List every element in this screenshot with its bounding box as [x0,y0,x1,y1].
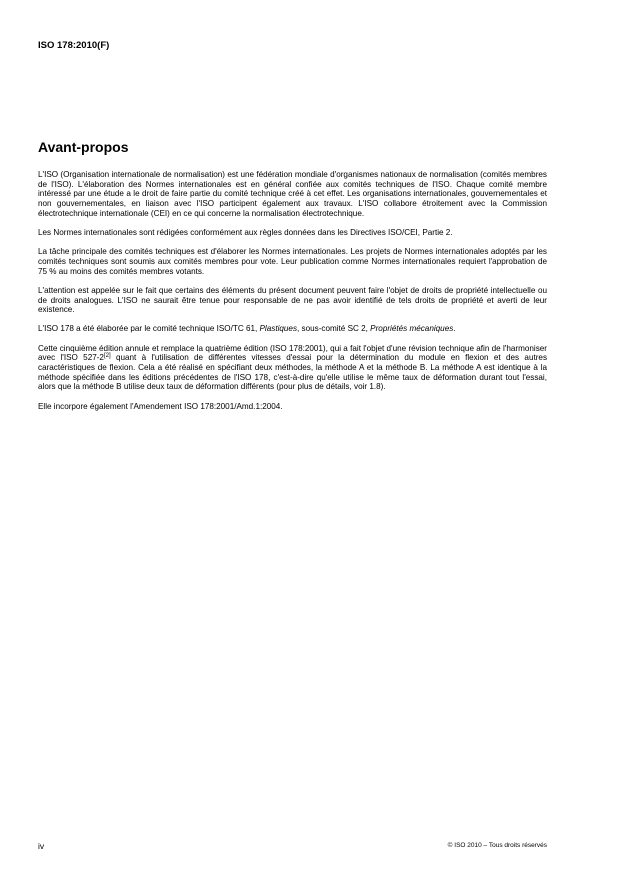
paragraph-2: Les Normes internationales sont rédigées conformément aux règles données dans les Directives ISO/CEI, Partie 2. [38,228,453,238]
p5-text-c: , sous-comité SC 2, [297,324,371,334]
paragraph-3: La tâche principale des comités techniques est d'élaborer les Normes internationales. Les projets de Normes internationales adoptés par les comités techniques sont soumis aux comités membres pour vote. Leur publication comme Normes internationales requiert l'approbation de 75 % au moins des comités membres votants. [38,247,547,276]
copyright-notice: © ISO 2010 – Tous droits réservés [447,842,547,849]
p5-text-a: L'ISO 178 a été élaborée par le comité technique ISO/TC 61, [38,324,260,334]
reference-marker: [2] [103,353,111,360]
page-number: iv [38,841,45,851]
p5-subcommittee-name: Propriétés mécaniques [370,324,454,334]
foreword-body [38,170,547,421]
paragraph-4: L'attention est appelée sur le fait que certains des éléments du présent document peuvent faire l'objet de droits de propriété intellectuelle ou de droits analogues. L'ISO ne saurait être tenue pour responsable de ne pas avoir identifié de tels droits de propriété et averti de leur existence. [38,285,547,315]
paragraph-5 [38,324,547,334]
paragraph-6 [38,344,547,393]
p6-text-b: quant à l'utilisation de différentes vitesses d'essai pour la détermination du module en flexion et des autres caractéristiques de flexion. Cela a été réalisé en spécifiant deux méthodes, la méthode A et la méthode B. La méthode A est identique à la méthode spécifiée dans les éditions précédentes de l'ISO 178, c'est-à-dire qu'elle utilise le même taux de déformation durant tout l'essai, alors que la méthode B utilise deux taux de déformation différents (pour plus de détails, voir 1.8). [38,353,548,392]
p5-committee-name: Plastiques [259,324,298,334]
p6-text-a: Cette cinquième édition annule et remplace la quatrième édition (ISO 178:2001), qui a fait l'objet d'une révision technique afin de l'harmoniser avec l'ISO 527-2 [38,343,547,363]
paragraph-7: Elle incorpore également l'Amendement ISO 178:2001/Amd.1:2004. [38,401,283,411]
section-title: Avant-propos [38,139,129,155]
document-id: ISO 178:2010(F) [38,40,110,51]
paragraph-1: L'ISO (Organisation internationale de normalisation) est une fédération mondiale d'organismes nationaux de normalisation (comités membres de l'ISO). L'élaboration des Normes internationales est en général confiée aux comités techniques de l'ISO. Chaque comité membre intéressé par une étude a le droit de faire partie du comité technique créé à cet effet. Les organisations internationales, gouvernementales et non gouvernementales, en liaison avec l'ISO participent également aux travaux. L'ISO collabore étroitement avec la Commission électrotechnique internationale (CEI) en ce qui concerne la normalisation électrotechnique. [38,170,547,218]
p5-text-e: . [453,324,456,334]
